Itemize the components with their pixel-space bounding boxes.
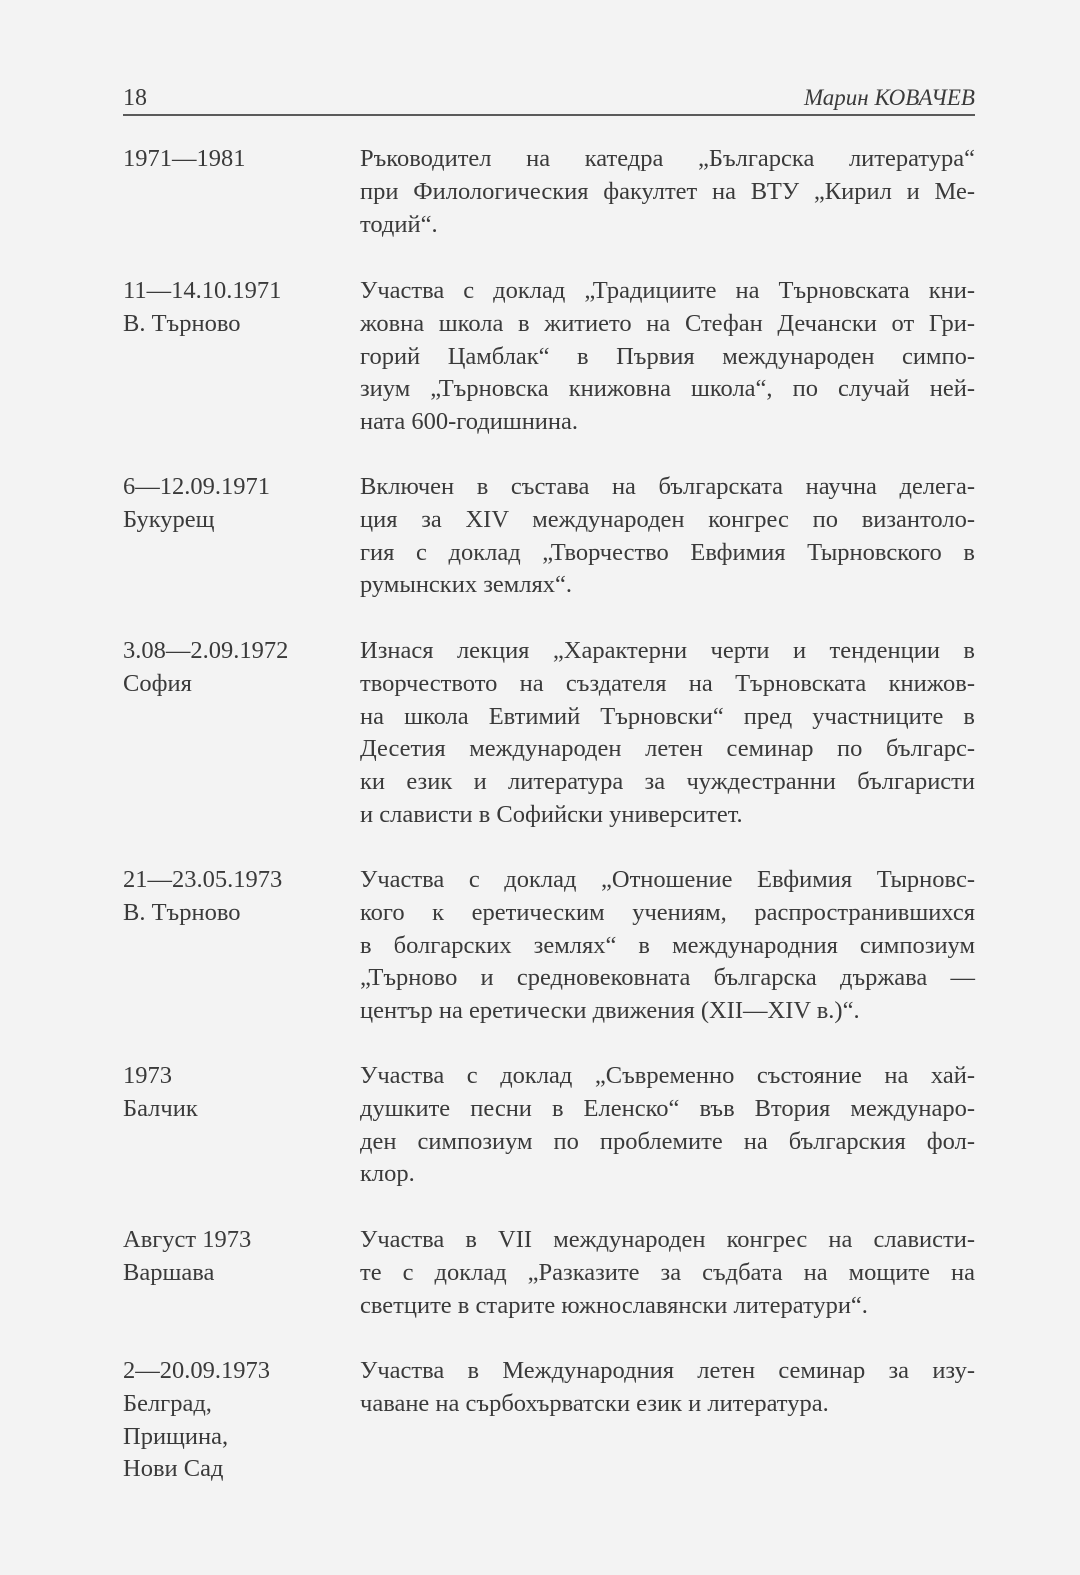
- entry-place: София: [123, 669, 192, 697]
- entry-date: 1971—1981: [123, 145, 246, 172]
- description-line: „Търново и средновековната българска държава —: [360, 964, 975, 992]
- description-line: душките песни в Еленско“ във Втория междунаро-: [360, 1094, 975, 1122]
- description-line: Изнася лекция „Характерни черти и тенденции в: [360, 637, 975, 664]
- description-line: те с доклад „Разказите за съдбата на мощите на: [360, 1258, 975, 1286]
- entry-description: [360, 864, 975, 1028]
- entry-date-place: [123, 635, 360, 832]
- description-line: клор.: [360, 1160, 415, 1188]
- description-line: чаване на сърбохърватски език и литература.: [360, 1389, 829, 1417]
- entry-description: [360, 1224, 975, 1322]
- entry-place: Белград,: [123, 1389, 212, 1417]
- entry-date: 2—20.09.1973: [123, 1357, 270, 1384]
- description-line: ден симпозиум по проблемите на българския фол-: [360, 1127, 975, 1155]
- running-head: [123, 82, 975, 116]
- chronology-entry: [123, 1224, 975, 1322]
- page-number: 18: [123, 85, 147, 111]
- description-line: зиум „Търновска книжовна школа“, по случай ней-: [360, 375, 975, 403]
- chronology-entry: [123, 143, 975, 241]
- description-line: Участва с доклад „Отношение Евфимия Тырновс-: [360, 866, 975, 893]
- entry-description: [360, 471, 975, 602]
- description-line: Включен в състава на българската научна делега-: [360, 473, 975, 500]
- entry-date: 3.08—2.09.1972: [123, 637, 289, 664]
- entry-date-place: [123, 864, 360, 1028]
- entry-date: 6—12.09.1971: [123, 473, 270, 500]
- entry-place: В. Търново: [123, 309, 241, 337]
- chronology-entry: [123, 864, 975, 1028]
- entry-description: [360, 143, 975, 241]
- entry-description: [360, 1355, 975, 1486]
- description-line: Участва в Международния летен семинар за изу-: [360, 1357, 975, 1384]
- description-line: център на еретически движения (XII—XIV в.)“.: [360, 997, 860, 1025]
- description-line: гия с доклад „Творчество Евфимия Тырновского в: [360, 538, 975, 566]
- entry-description: [360, 1060, 975, 1191]
- chronology-entry: [123, 471, 975, 602]
- description-line: Участва с доклад „Съвременно състояние на хай-: [360, 1062, 975, 1089]
- entry-date-place: [123, 143, 360, 241]
- chronology-entry: [123, 275, 975, 439]
- entry-date: 21—23.05.1973: [123, 866, 283, 893]
- entry-place: Букурещ: [123, 505, 215, 533]
- entry-place: Нови Сад: [123, 1455, 224, 1483]
- chronology-entry: [123, 635, 975, 832]
- entry-date: 11—14.10.1971: [123, 277, 282, 304]
- description-line: тодий“.: [360, 210, 438, 238]
- description-line: светците в старите южнославянски литератури“.: [360, 1291, 868, 1319]
- entry-date: 1973: [123, 1062, 172, 1089]
- chronology-entry: [123, 1060, 975, 1191]
- description-line: Участва в VII международен конгрес на слависти-: [360, 1226, 975, 1253]
- chronology-entry: [123, 1355, 975, 1486]
- description-line: на школа Евтимий Търновски“ пред участниците в: [360, 702, 975, 730]
- entry-date-place: [123, 471, 360, 602]
- description-line: жовна школа в житието на Стефан Дечански от Гри-: [360, 309, 975, 337]
- entry-description: [360, 275, 975, 439]
- entry-date-place: [123, 1060, 360, 1191]
- description-line: и слависти в Софийски университет.: [360, 800, 743, 828]
- entry-place: Балчик: [123, 1094, 198, 1122]
- description-line: ки език и литература за чуждестранни българисти: [360, 768, 975, 796]
- description-line: горий Цамблак“ в Първия международен симпо-: [360, 342, 975, 370]
- description-line: при Филологическия факултет на ВТУ „Кирил и Ме-: [360, 177, 975, 205]
- description-line: Ръководител на катедра „Българска литература“: [360, 145, 975, 172]
- description-line: кого к еретическим учениям, распространившихся: [360, 898, 975, 926]
- description-line: румынских землях“.: [360, 571, 572, 599]
- entry-description: [360, 635, 975, 832]
- description-line: ната 600-годишнина.: [360, 408, 579, 436]
- description-line: Участва с доклад „Традициите на Търновската кни-: [360, 277, 975, 304]
- description-line: Десетия международен летен семинар по българс-: [360, 735, 975, 763]
- entry-date-place: [123, 1224, 360, 1322]
- entry-place: В. Търново: [123, 898, 241, 926]
- entry-place: Прищина,: [123, 1422, 229, 1450]
- entry-date: Август 1973: [123, 1226, 252, 1253]
- entry-date-place: [123, 1355, 360, 1486]
- author-name: Марин КОВАЧЕВ: [803, 85, 975, 110]
- entry-place: Варшава: [123, 1258, 215, 1286]
- entry-date-place: [123, 275, 360, 439]
- description-line: творчеството на създателя на Търновската книжов-: [360, 669, 975, 697]
- description-line: ция за XIV международен конгрес по византоло-: [360, 505, 975, 533]
- description-line: в болгарских землях“ в международния симпозиум: [360, 931, 975, 959]
